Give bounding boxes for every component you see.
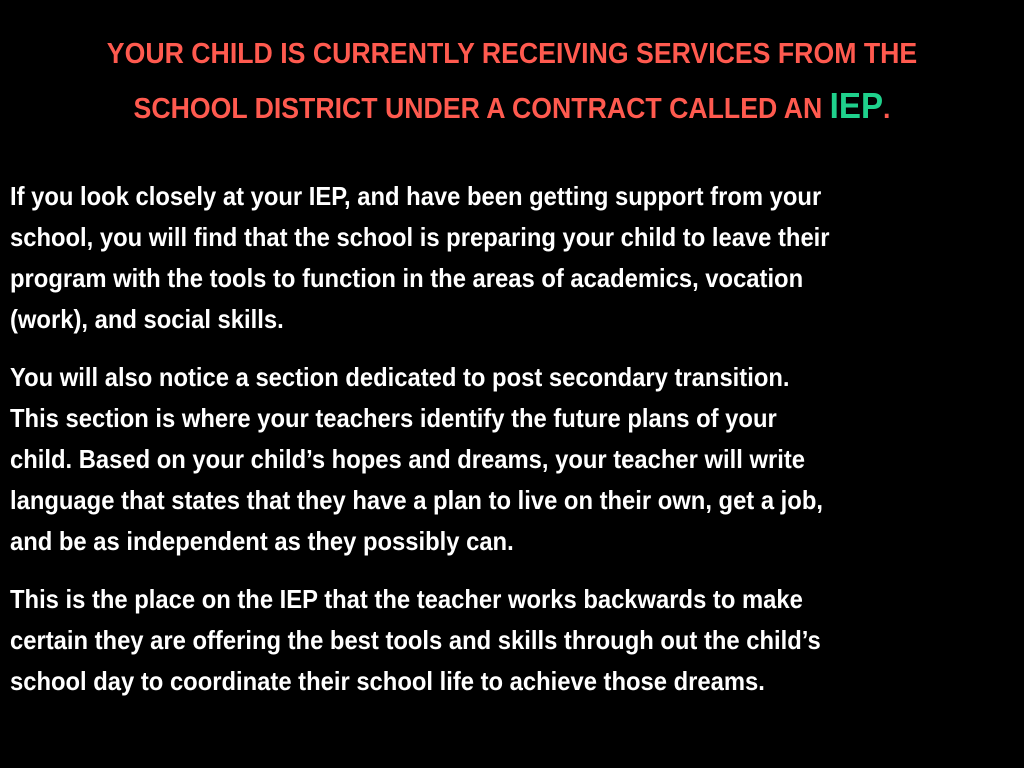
paragraph-line: (work), and social skills. [10, 304, 284, 334]
slide-title [48, 28, 975, 135]
paragraph-3 [10, 579, 1007, 702]
paragraph-line: language that states that they have a plan to live on their own, get a job, [10, 485, 823, 515]
slide-body [10, 176, 1007, 719]
title-line-2: SCHOOL DISTRICT UNDER A CONTRACT CALLED AN [133, 93, 830, 125]
paragraph-line: school, you will find that the school is preparing your child to leave their [10, 222, 830, 252]
paragraph-line: This section is where your teachers identify the future plans of your [10, 403, 777, 433]
paragraph-line: program with the tools to function in the areas of academics, vocation [10, 263, 804, 293]
paragraph-1 [10, 176, 1007, 340]
paragraph-line: This is the place on the IEP that the teacher works backwards to make [10, 584, 803, 614]
paragraph-line: certain they are offering the best tools and skills through out the child’s [10, 625, 821, 655]
paragraph-line: If you look closely at your IEP, and have been getting support from your [10, 181, 822, 211]
paragraph-line: You will also notice a section dedicated to post secondary transition. [10, 362, 790, 392]
paragraph-line: child. Based on your child’s hopes and dreams, your teacher will write [10, 444, 805, 474]
title-line-1: YOUR CHILD IS CURRENTLY RECEIVING SERVICES FROM THE [106, 38, 918, 70]
title-end-period: . [883, 93, 891, 125]
paragraph-line: and be as independent as they possibly can. [10, 526, 514, 556]
paragraph-2 [10, 357, 1007, 562]
title-accent-iep: IEP [829, 85, 884, 126]
paragraph-line: school day to coordinate their school life to achieve those dreams. [10, 666, 765, 696]
